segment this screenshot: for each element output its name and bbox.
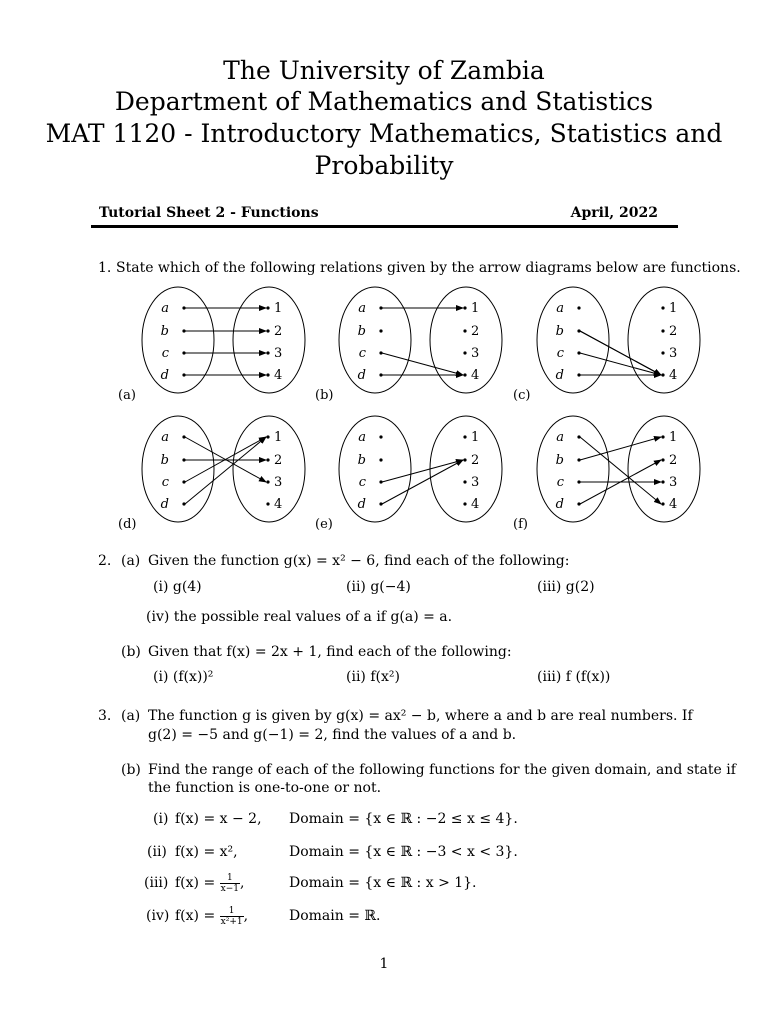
course-title-line1: MAT 1120 - Introductory Mathematics, Statistics and [45, 119, 723, 148]
diagram-f-domain-oval [537, 416, 609, 522]
diagram-a-domain-label: d [160, 368, 169, 383]
diagram-d-codomain-label: 4 [274, 497, 283, 512]
q1-text: State which of the following relations given by the arrow diagrams below are functions. [116, 260, 741, 276]
q3b-iv-label: (iv) [146, 908, 170, 924]
diagram-c-arrow [580, 353, 661, 375]
diagram-e-codomain-oval [430, 416, 502, 522]
q3b-iv-fraction [220, 906, 244, 927]
diagram-a-domain-label: a [161, 301, 169, 316]
diagram-a-domain-oval [142, 287, 214, 393]
q3b-iii-domain: Domain = {x ∈ ℝ : x > 1}. [289, 875, 477, 891]
diagram-c-codomain-dot [661, 306, 664, 309]
q3b-ii-function: f(x) = x², [175, 844, 238, 860]
diagram-f-domain-label: d [555, 497, 564, 512]
diagram-a-codomain-label: 1 [274, 301, 283, 316]
diagram-b-codomain-dot [463, 351, 466, 354]
diagram-a-codomain-dot [266, 329, 269, 332]
diagram-b-codomain-label: 1 [471, 301, 480, 316]
diagram-e-domain-label: b [357, 453, 366, 468]
q3b-label: (b) [121, 762, 141, 778]
q2b-ii: (ii) f(x²) [346, 669, 400, 685]
diagram-a-codomain-label: 2 [274, 324, 283, 339]
diagram-c-domain-label: d [555, 368, 564, 383]
diagram-f-codomain-label: 1 [669, 430, 678, 445]
diagram-c-domain-label: a [556, 301, 564, 316]
q2a-iii: (iii) g(2) [537, 579, 595, 595]
diagram-d-domain-label: b [160, 453, 169, 468]
q3-number: 3. [98, 708, 112, 724]
diagram-b-arrow [382, 353, 463, 375]
diagram-b-codomain-dot [463, 373, 466, 376]
diagram-b-codomain-label: 2 [471, 324, 480, 339]
diagram-b-domain-label: a [358, 301, 366, 316]
diagram-f-codomain-dot [661, 435, 664, 438]
diagram-d-codomain-label: 2 [274, 453, 283, 468]
diagram-f-domain-label: b [555, 453, 564, 468]
diagram-f-codomain-dot [661, 502, 664, 505]
diagram-d-domain-label: d [160, 497, 169, 512]
diagram-c-arrow [580, 331, 661, 375]
diagram-b-domain-oval [339, 287, 411, 393]
q3b-iii-denominator: x−1 [220, 883, 239, 894]
diagram-f-codomain-label: 2 [669, 453, 678, 468]
q2a-text: Given the function g(x) = x² − 6, find each of the following: [148, 553, 570, 569]
q3b-iii-label: (iii) [144, 875, 169, 891]
q3a-line2: g(2) = −5 and g(−1) = 2, find the values of a and b. [148, 727, 517, 743]
q2a-iv: (iv) the possible real values of a if g(a) = a. [146, 609, 453, 625]
q3b-iii-fraction [220, 873, 240, 894]
diagram-c-domain-label: b [555, 324, 564, 339]
diagram-d-domain-label: a [161, 430, 169, 445]
diagram-f-arrow [580, 437, 661, 460]
diagram-c-codomain-dot [661, 373, 664, 376]
diagram-d-codomain-dot [266, 458, 269, 461]
q2a-label: (a) [121, 553, 141, 569]
diagram-e-arrow [382, 460, 463, 482]
q2b-iii: (iii) f (f(x)) [537, 669, 611, 685]
diagram-a-codomain-dot [266, 306, 269, 309]
q2b-i: (i) (f(x))² [153, 669, 214, 685]
diagram-e-arrow [382, 460, 463, 504]
diagram-d-domain-label: c [161, 475, 169, 490]
diagram-e-codomain-dot [463, 502, 466, 505]
diagram-e-domain-label: d [357, 497, 366, 512]
q3b-iv-f-prefix: f(x) = [175, 908, 216, 924]
q1-number: 1. [98, 260, 112, 276]
diagram-d-label: (d) [118, 517, 137, 532]
diagram-b-codomain-label: 3 [471, 346, 480, 361]
diagram-f-domain-label: c [556, 475, 564, 490]
diagram-b-codomain-label: 4 [471, 368, 480, 383]
diagram-d-arrow [185, 437, 266, 504]
diagram-b-domain-label: b [357, 324, 366, 339]
q3b-i-function: f(x) = x − 2, [175, 811, 262, 827]
diagram-b-label: (b) [315, 388, 334, 403]
page-number: 1 [379, 956, 389, 972]
diagram-a-codomain-label: 4 [274, 368, 283, 383]
diagram-e-codomain-dot [463, 435, 466, 438]
q3b-line2: the function is one-to-one or not. [148, 780, 382, 796]
diagram-e-codomain-dot [463, 458, 466, 461]
diagram-c-codomain-label: 2 [669, 324, 678, 339]
diagram-c-label: (c) [513, 388, 531, 403]
q3b-i-label: (i) [153, 811, 169, 827]
diagram-a-domain-label: c [161, 346, 169, 361]
diagram-e-codomain-dot [463, 480, 466, 483]
diagram-f-label: (f) [513, 517, 528, 532]
q3b-iii-function [175, 870, 244, 896]
diagram-e-domain-dot [379, 458, 382, 461]
diagram-a-codomain-dot [266, 373, 269, 376]
diagram-a-label: (a) [118, 388, 136, 403]
diagram-d-codomain-dot [266, 502, 269, 505]
diagram-f-domain-label: a [556, 430, 564, 445]
sheet-title: Tutorial Sheet 2 - Functions [99, 205, 319, 221]
diagram-d-codomain-dot [266, 480, 269, 483]
diagram-f-arrow [580, 437, 661, 504]
q3b-iv-denominator: x²+1 [220, 916, 243, 927]
q3b-iv-function [175, 903, 248, 929]
diagram-f-codomain-dot [661, 480, 664, 483]
diagram-e-codomain-label: 3 [471, 475, 480, 490]
diagram-b-codomain-dot [463, 306, 466, 309]
diagram-e-codomain-label: 4 [471, 497, 480, 512]
q3b-line1: Find the range of each of the following functions for the given domain, and state if [148, 762, 736, 778]
diagram-a-codomain-label: 3 [274, 346, 283, 361]
diagram-e-domain-label: c [358, 475, 366, 490]
diagram-e-codomain-label: 1 [471, 430, 480, 445]
q3b-iii-f-prefix: f(x) = [175, 875, 216, 891]
diagram-c-codomain-label: 1 [669, 301, 678, 316]
diagram-f-codomain-dot [661, 458, 664, 461]
diagram-c-domain-oval [537, 287, 609, 393]
diagram-d-codomain-dot [266, 435, 269, 438]
q3a-label: (a) [121, 708, 141, 724]
diagram-f-codomain-oval [628, 416, 700, 522]
diagram-d-codomain-label: 3 [274, 475, 283, 490]
q3b-ii-domain: Domain = {x ∈ ℝ : −3 < x < 3}. [289, 844, 518, 860]
course-title-line2: Probability [314, 151, 454, 180]
q2b-text: Given that f(x) = 2x + 1, find each of the following: [148, 644, 512, 660]
diagram-b-domain-dot [379, 329, 382, 332]
diagram-e-domain-dot [379, 435, 382, 438]
diagram-d-domain-oval [142, 416, 214, 522]
university-title: The University of Zambia [223, 56, 545, 85]
q3b-iii-f-suffix: , [239, 875, 245, 891]
diagram-e-label: (e) [315, 517, 333, 532]
diagram-e-domain-oval [339, 416, 411, 522]
diagram-a-codomain-oval [233, 287, 305, 393]
diagram-c-codomain-label: 4 [669, 368, 678, 383]
q2a-i: (i) g(4) [153, 579, 202, 595]
diagram-d-codomain-oval [233, 416, 305, 522]
department-title: Department of Mathematics and Statistics [114, 87, 654, 116]
diagram-c-codomain-dot [661, 329, 664, 332]
q3b-i-domain: Domain = {x ∈ ℝ : −2 ≤ x ≤ 4}. [289, 811, 518, 827]
diagram-b-domain-label: d [357, 368, 366, 383]
diagram-f-codomain-label: 3 [669, 475, 678, 490]
q3a-line1: The function g is given by g(x) = ax² − b, where a and b are real numbers. If [148, 708, 693, 724]
diagram-c-codomain-oval [628, 287, 700, 393]
diagram-c-codomain-dot [661, 351, 664, 354]
q3b-iv-domain: Domain = ℝ. [289, 908, 381, 924]
q2-number: 2. [98, 553, 112, 569]
diagram-b-domain-label: c [358, 346, 366, 361]
diagram-a-domain-label: b [160, 324, 169, 339]
diagram-c-codomain-label: 3 [669, 346, 678, 361]
diagram-b-codomain-oval [430, 287, 502, 393]
q3b-iv-f-suffix: , [243, 908, 249, 924]
q3b-ii-label: (ii) [147, 844, 167, 860]
q3b-iv-numerator: 1 [220, 906, 244, 917]
diagram-e-codomain-label: 2 [471, 453, 480, 468]
diagram-d-codomain-label: 1 [274, 430, 283, 445]
diagram-a-codomain-dot [266, 351, 269, 354]
diagram-f-codomain-label: 4 [669, 497, 678, 512]
q3b-iii-numerator: 1 [220, 873, 240, 884]
diagram-c-domain-dot [577, 306, 580, 309]
sheet-date: April, 2022 [570, 205, 658, 221]
diagram-e-domain-label: a [358, 430, 366, 445]
diagram-b-codomain-dot [463, 329, 466, 332]
q2a-ii: (ii) g(−4) [346, 579, 411, 595]
q2b-label: (b) [121, 644, 141, 660]
diagram-c-domain-label: c [556, 346, 564, 361]
